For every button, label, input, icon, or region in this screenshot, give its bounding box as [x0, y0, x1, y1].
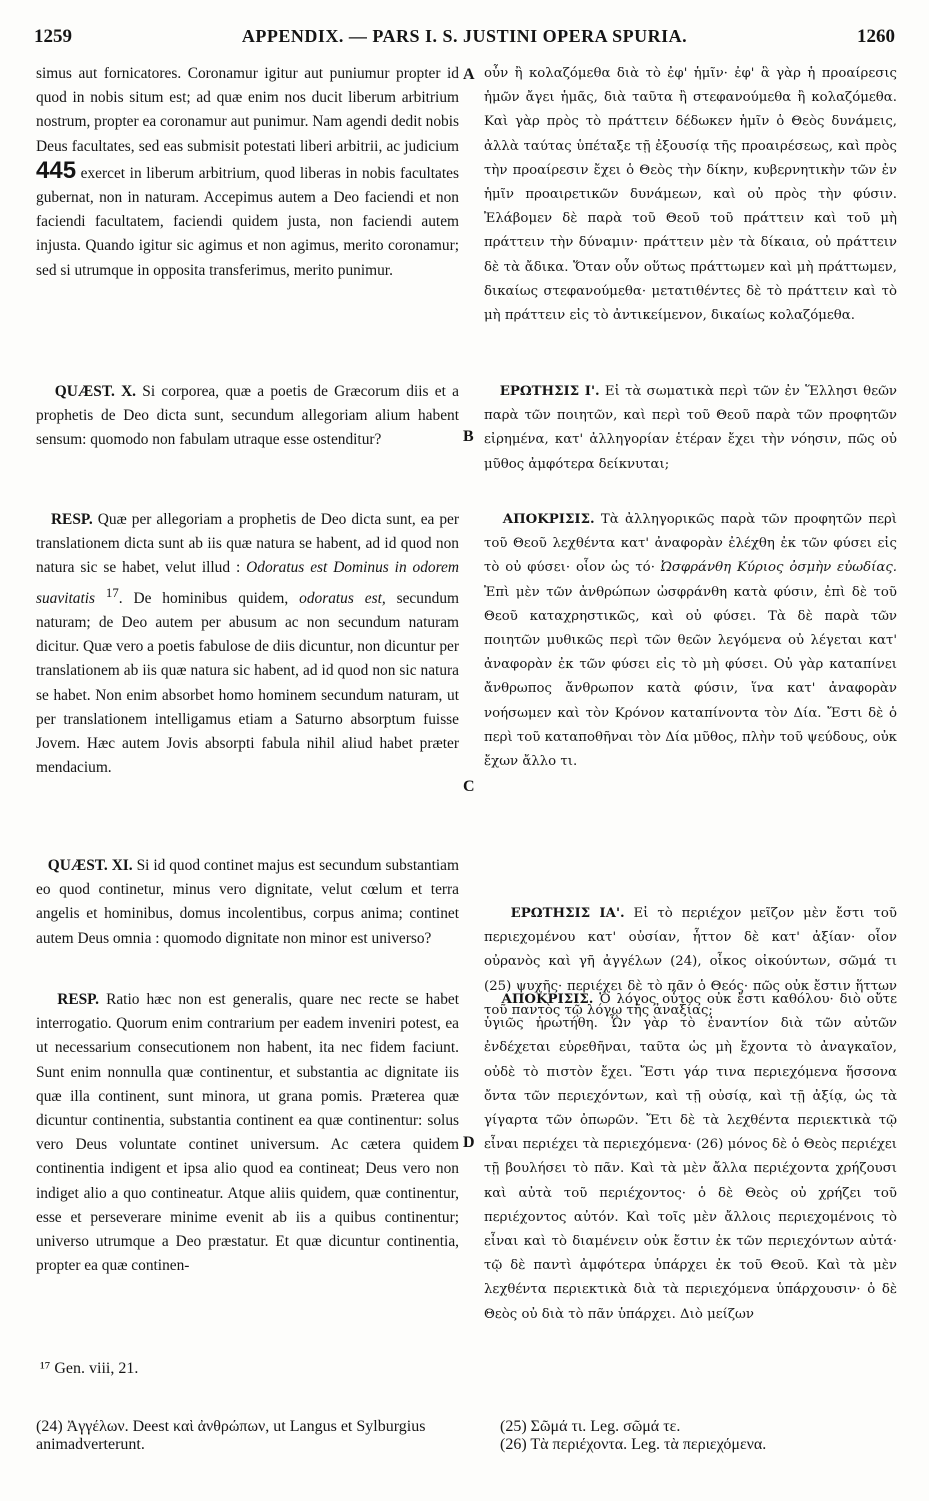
response-text: Quæ per allegoriam a prophetis de Deo dicta sunt, ea per translationem dicta sunt ab iis quæ natura se habent, ad id quod non natura sic se habet, velut illud : [36, 511, 459, 577]
greek-paragraph: οὖν ἢ κολαζόμεθα διὰ τὸ ἐφ' ἡμῖν· ἐφ' ἃ γὰρ ἡ προαίρεσις ἡμῶν ἄγει ἡμᾶς, διὰ ταῦτα ἢ στεφανούμεθα ἢ κολαζόμεθα. Καὶ γὰρ πρὸς τὸ πράττειν δέδωκεν ἡμῖν ὁ Θεὸς δυνάμεις, ἀλλὰ ταύτας ὑπέταξε τῇ ἐξουσίᾳ τῆς προαιρέσεως, καὶ πρὸς τὴν προαίρεσιν ἔχει ὁ Θεὸς τὴν δίκην, κυβερνητικὴν τῶν ἐν ἡμῖν προαιρετικῶν δυνάμεων, καὶ οὐ πρὸς τὴν φύσιν. Ἐλάβομεν δὲ παρὰ τοῦ Θεοῦ τοῦ πράττειν καὶ τοῦ μὴ πράττειν τὴν δύναμιν· πράττειν μὲν τὰ δίκαια, οὐ πράττειν δὲ τὰ ἄδικα. Ὅταν οὖν οὕτως πράττωμεν καὶ μὴ πράττωμεν, δικαίως στεφανούμεθα· μετατιθέντες δὲ τὸ πράττειν καὶ τὸ μὴ πράττειν εἰς τὸ ἀντικείμενον, δικαίως κολαζόμεθα. [484, 66, 897, 324]
page-header [34, 26, 895, 52]
question-label: QUÆST. XI. [47, 857, 133, 874]
column-number: 445 [36, 156, 77, 184]
note-25: (25) Σῶμά τι. Leg. σῶμά τε. [500, 1418, 681, 1435]
response-text: secundum naturam; de Deo autem per abusum ac non secundum naturam dicitur. Quæ vero a poetis fabulose de diis dicuntur, non dicuntur per translationem ab iis quæ natura sic habent, ad id quod non sic natura se habet. Non enim absorbet homo hominem secundum naturam, ut per translationem intelligamus etiam a Saturno absorptum fuisse Jovem. Hæc autem Jovis absorpti fabula nihil aliud habet præter mendacium. [36, 589, 460, 777]
latin-column [36, 62, 459, 1501]
latin-text: exercet in liberum arbitrium, quod liberas in nobis facultates gubernat, non in naturam. Accepimus autem a Deo faciendi et non faciendi facultatem, faciendi quidem justa, non faciendi autem injusta. Quando igitur sic agimus et non agimus, merito coronamur; sed si utrumque in opposita transferimus, merito punimur. [36, 164, 459, 279]
margin-letter-c: C [463, 778, 475, 795]
question-label: ΕΡΩΤΗΣΙΣ Ι'. [499, 384, 600, 399]
response-text: Ratio hæc non est generalis, quare nec recte se habet interrogatio. Quorum enim contrarium per eadem inveniri potest, ea ut necessarium consecutionem non habent, ita nec fidem faciunt. Sunt enim nonnulla quæ continentur, et substantia ac dignitate iis quæ illa continent, sunt minora, ut grana pomis. Præterea quæ dicuntur continentia, substantia continent ea quæ continentur: solus vero Deus voluntate continet universum. Ac cætera quidem continentia indigent et ipsa alio quod ea contineat; Deus vero non indiget alio a quo contineatur. Atque aliis quidem, quæ continentur, esse et perseverare minime evenit ab iis a quibus continentur; universo utrumque a Deo præstatur. Et quæ dicuntur continentia, propter ea quæ continen- [36, 991, 459, 1275]
latin-response-10 [36, 508, 459, 844]
response-text: Ἐπὶ μὲν τῶν ἀνθρώπων ὠσφράνθη κατὰ φύσιν, ἐπὶ δὲ τοῦ Θεοῦ καταχρηστικῶς, καὶ οὐ φύσει. Τὰ δὲ παρὰ τῶν ποιητῶν μυθικῶς περὶ τῶν θεῶν λεγόμενα οὐ λέγεται κατ' ἀναφορὰν ἐκ τῶν φύσει εἰς τὸ μὴ φύσει. Οὐ γὰρ καταπίνει ἄνθρωπος ἄνθρωπον κατὰ φύσιν, ἵνα κατ' ἀναφορὰν νοήσωμεν καὶ τὸν Κρόνον καταπίνοντα τὸν Δία. Ἔστι δὲ ὁ περὶ τοῦ καταποθῆναι τὸν Δία μῦθος, πλὴν τοῦ ψεύδους, οὐκ ἔχων ἄλλο τι. [484, 584, 897, 770]
question-text: Εἰ τὸ περιέχον μεῖζον μὲν ἔστι τοῦ περιεχομένου κατ' οὐσίαν, ἧττον δὲ κατ' ἀξίαν· οἷον οὐρανὸς καὶ γῆ ἀγγέλων (24), οἶκος οἰκούντων, σῶμά τι (25) ψυχῆς· περιέχει δὲ τὸ πᾶν ὁ Θεός· πῶς οὐκ ἔστιν ἥττων τοῦ παντὸς τῷ λόγῳ τῆς ἀναξίας; [484, 906, 897, 1018]
question-text: Εἰ τὰ σωματικὰ περὶ τῶν ἐν Ἕλλησι θεῶν παρὰ τῶν ποιητῶν, καὶ περὶ τοῦ Θεοῦ παρὰ τῶν προφητῶν εἰρημένα, κατ' ἀλληγορίαν ἑτέραν ἔχει τὴν νόησιν, πῶς οὐ μῦθος ἀμφότερα δείκνυται; [484, 384, 898, 472]
response-label: RESP. [57, 991, 99, 1008]
footnote-ref: 17 [105, 585, 119, 600]
question-label: QUÆST. X. [54, 383, 137, 400]
response-text: . De hominibus quidem, [118, 589, 289, 607]
response-text: Ὁ λόγος οὗτος οὐκ ἔστι καθόλου· διὸ οὔτε ὑγιῶς ἠρωτήθη. Ὧν γὰρ τὸ ἐναντίον διὰ τῶν αὐτῶν ἐνδέχεται εὑρεθῆναι, ταῦτα ὡς μὴ ἔχοντα τὸ ἀναγκαῖον, οὐδὲ τὸ πιστὸν ἔχει. Ἔστι γάρ τινα περιεχόμενα ἥσσονα ὄντα τῶν περιεχόντων, καὶ τῇ οὐσίᾳ, καὶ τῇ ἀξίᾳ, ὡς τὰ γίγαρτα τῶν ὀπωρῶν. Ἔτι δὲ τὰ λεχθέντα περιεκτικὰ τῷ εἶναι περιέχει τὰ περιεχόμενα· (26) μόνος δὲ ὁ Θεὸς περιέχει τῇ βουλήσει τὸ πᾶν. Καὶ τὰ μὲν ἄλλα περιέχοντα χρήζουσι καὶ αὐτὰ τοῦ περιέχοντος· ὁ δὲ Θεὸς οὐ χρήζει τοῦ περιέχοντος αὐτόν. Καὶ τοῖς μὲν ἄλλοις περιεχομένοις τὸ εἶναι καὶ τὸ διαμένειν οὐκ ἔστιν ἐκ τῶν περιεχόντων αὐτά· τῷ δὲ παντὶ ἀμφότερα ὑπάρχει ἐκ τοῦ Θεοῦ. Καὶ τὰ μὲν λεχθέντα περιεκτικὰ διὰ τὰ περιεχόμενα ὑπάρχουσιν· ὁ δὲ Θεὸς οὐ διὰ τὸ πᾶν ὑπάρχει. Διὸ μείζων [484, 992, 897, 1322]
latin-text: simus aut fornicatores. Coronamur igitur aut puniumur propter id quod in nobis situm est; ad quæ enim nos ducit liberum arbitrium nostrum, propter ea coronamur aut punimur. Nam agendi dedit nobis Deus facultates, sed eas submisit potestati liberi arbitrii, ac judicium [36, 65, 459, 155]
editor-notes-left [36, 1418, 466, 1454]
question-label: ΕΡΩΤΗΣΙΣ ΙΑ'. [510, 906, 625, 921]
question-text: Si id quod continet majus est secundum substantiam eo quod continetur, minus vero dignitate, velut cœlum et terra angelis et hominibus, domus incolentibus, corpus anima; continet autem Deus omnia : quomodo dignitate non minor est universo? [36, 857, 459, 947]
greek-column [484, 62, 897, 1501]
response-text: Τὰ ἀλληγορικῶς παρὰ τῶν προφητῶν περὶ τοῦ Θεοῦ λεχθέντα κατ' ἀναφορὰν ἐλέχθη ἐκ τῶν φύσει εἰς τὸ οὐ φύσει· οἷον ὡς τό· [484, 512, 897, 576]
editor-notes-right [500, 1418, 920, 1454]
latin-paragraph [36, 62, 459, 370]
margin-letter-a: A [463, 66, 475, 83]
scripture-quote: Odoratus est Dominus in odorem suavitatis [36, 559, 459, 607]
latin-question-10 [36, 380, 459, 498]
latin-question-11 [36, 854, 459, 978]
margin-letter-b: B [463, 428, 474, 445]
running-title: APPENDIX. — PARS I. S. JUSTINI OPERA SPURIA. [241, 26, 688, 46]
response-label: ΑΠΟΚΡΙΣΙΣ. [501, 992, 594, 1007]
greek-response-10 [484, 508, 897, 844]
scripture-quote: Ὠσφράνθη Κύριος ὀσμὴν εὐωδίας. [660, 560, 897, 576]
page-number-right: 1260 [857, 26, 895, 47]
question-text: Si corporea, quæ a poetis de Græcorum diis et a prophetis de Deo dicta sunt, secundum allegoriam alium habent sensum: quomodo non fabulam utraque esse ostenditur? [36, 383, 459, 449]
greek-response-11 [484, 988, 897, 1327]
greek-question-10 [484, 380, 897, 498]
note-24: (24) Ἀγγέλων. Deest καὶ ἀνθρώπων, ut Langus et Sylburgius animadverterunt. [36, 1418, 426, 1453]
response-label: ΑΠΟΚΡΙΣΙΣ. [502, 512, 595, 527]
scripture-footnote: ¹⁷ Gen. viii, 21. [40, 1360, 139, 1377]
italic-term: odoratus est, [299, 589, 386, 607]
margin-letter-d: D [463, 1134, 475, 1151]
response-label: RESP. [50, 511, 93, 528]
latin-response-11 [36, 988, 459, 1278]
page-number-left: 1259 [34, 26, 72, 47]
note-26: (26) Τὰ περιέχοντα. Leg. τὰ περιεχόμενα. [500, 1436, 767, 1453]
